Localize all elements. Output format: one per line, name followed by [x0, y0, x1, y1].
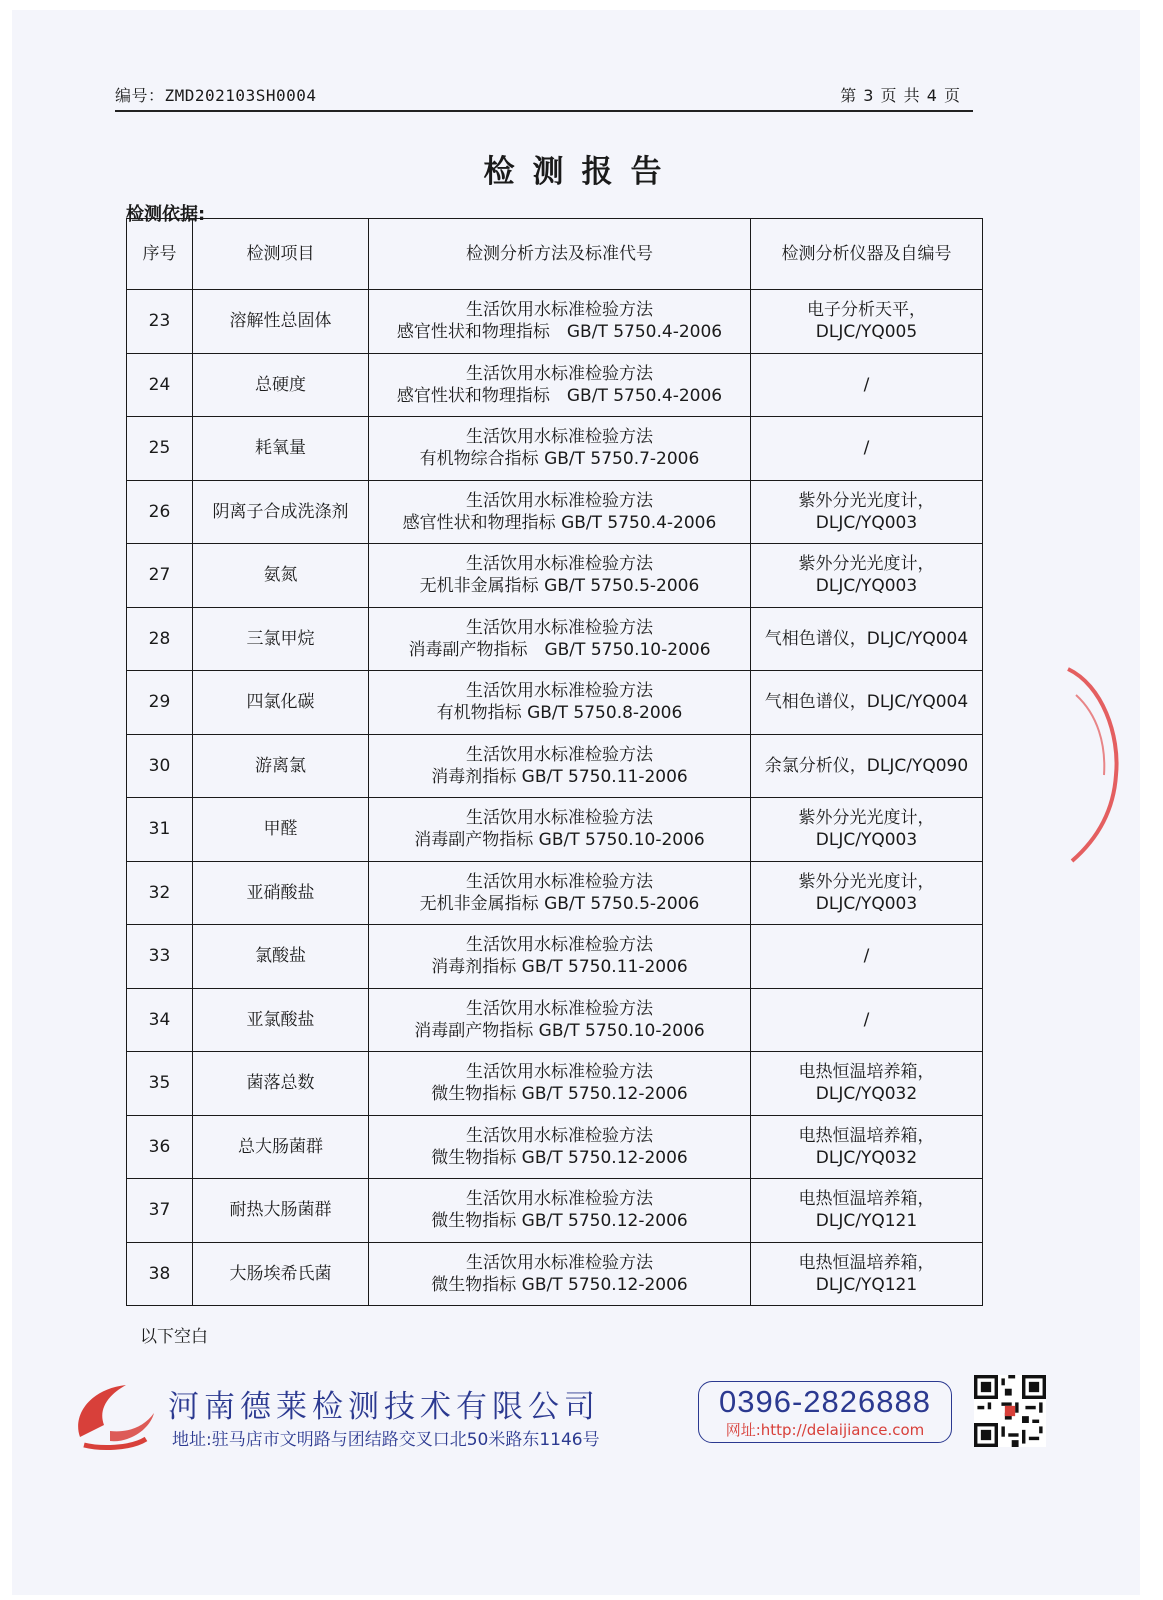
- cell-instrument: [751, 290, 983, 354]
- cell-item-line: 总硬度: [255, 374, 306, 395]
- cell-instrument-line: DLJC/YQ032: [815, 1147, 918, 1168]
- cell-item: [193, 988, 369, 1052]
- cell-item-line: 大肠埃希氏菌: [229, 1263, 332, 1284]
- cell-item-line: 耗氧量: [255, 438, 306, 459]
- cell-item: [193, 290, 369, 354]
- table-row: [127, 1052, 983, 1116]
- page-info: 第 3 页 共 4 页: [840, 86, 961, 105]
- cell-instrument-line: /: [863, 438, 870, 459]
- cell-no-line: 23: [148, 311, 171, 332]
- cell-method: [369, 1115, 751, 1179]
- cell-instrument-line: 紫外分光光度计，: [798, 490, 935, 511]
- cell-instrument-line: 紫外分光光度计，: [798, 871, 935, 892]
- cell-item-line: 氯酸盐: [255, 946, 306, 967]
- cell-item: [193, 734, 369, 798]
- cell-instrument: [751, 544, 983, 608]
- cell-no-line: 32: [148, 882, 171, 903]
- cell-method-line: 无机非金属指标 GB/T 5750.5-2006: [419, 576, 700, 597]
- cell-method-line: 生活饮用水标准检验方法: [466, 1125, 653, 1146]
- cell-method-line: 微生物指标 GB/T 5750.12-2006: [431, 1274, 688, 1295]
- cell-instrument-line: 余氯分析仪，DLJC/YQ090: [764, 755, 969, 776]
- company-address: 地址:驻马店市文明路与团结路交叉口北50米路东1146号: [172, 1430, 600, 1450]
- cell-instrument-line: 电热恒温培养箱，: [798, 1189, 935, 1210]
- cell-item: [193, 861, 369, 925]
- cell-instrument-line: DLJC/YQ003: [815, 893, 918, 914]
- cell-instrument: [751, 925, 983, 989]
- cell-method: [369, 734, 751, 798]
- cell-no: [127, 798, 193, 862]
- cell-item: [193, 925, 369, 989]
- cell-item: [193, 1179, 369, 1243]
- table-row: [127, 798, 983, 862]
- cell-instrument: [751, 1052, 983, 1116]
- cell-item: [193, 1052, 369, 1116]
- cell-method: [369, 671, 751, 735]
- cell-no: [127, 1179, 193, 1243]
- cell-no-line: 30: [148, 755, 171, 776]
- cell-method-line: 消毒副产物指标 GB/T 5750.10-2006: [414, 1020, 705, 1041]
- cell-item-line: 耐热大肠菌群: [229, 1200, 332, 1221]
- blank-below-note: 以下空白: [140, 1327, 208, 1347]
- cell-instrument-line: /: [863, 1009, 870, 1030]
- cell-no: [127, 1115, 193, 1179]
- cell-method-line: 生活饮用水标准检验方法: [466, 871, 653, 892]
- cell-no-line: 24: [148, 374, 171, 395]
- cell-method-line: 感官性状和物理指标 GB/T 5750.4-2006: [402, 512, 717, 533]
- cell-instrument: [751, 671, 983, 735]
- seal-stamp-fragment: [1062, 665, 1122, 865]
- cell-method-line: 生活饮用水标准检验方法: [466, 300, 653, 321]
- cell-method: [369, 290, 751, 354]
- cell-no: [127, 480, 193, 544]
- table-row: [127, 734, 983, 798]
- cell-method-line: 生活饮用水标准检验方法: [466, 617, 653, 638]
- cell-method-line: 生活饮用水标准检验方法: [466, 935, 653, 956]
- cell-method: [369, 544, 751, 608]
- website[interactable]: 网址:http://delaijiance.com: [725, 1421, 925, 1439]
- table-row: [127, 417, 983, 481]
- contact-box: [698, 1381, 952, 1443]
- cell-method-line: 生活饮用水标准检验方法: [466, 998, 653, 1019]
- cell-no-line: 27: [148, 565, 171, 586]
- cell-method-line: 感官性状和物理指标 GB/T 5750.4-2006: [396, 322, 723, 343]
- cell-no-line: 28: [148, 628, 171, 649]
- column-header-instrument: 检测分析仪器及自编号: [751, 219, 983, 290]
- cell-no: [127, 671, 193, 735]
- cell-instrument: [751, 480, 983, 544]
- cell-instrument-line: 气相色谱仪，DLJC/YQ004: [764, 692, 969, 713]
- cell-instrument-line: DLJC/YQ005: [815, 322, 918, 343]
- cell-no-line: 33: [148, 946, 171, 967]
- cell-item-line: 甲醛: [263, 819, 298, 840]
- table-row: [127, 480, 983, 544]
- cell-instrument-line: 电热恒温培养箱，: [798, 1252, 935, 1273]
- cell-item-line: 菌落总数: [246, 1073, 315, 1094]
- cell-method: [369, 925, 751, 989]
- cell-method: [369, 480, 751, 544]
- table-row: [127, 544, 983, 608]
- cell-instrument: [751, 798, 983, 862]
- cell-method-line: 生活饮用水标准检验方法: [466, 808, 653, 829]
- cell-method: [369, 988, 751, 1052]
- cell-item: [193, 417, 369, 481]
- cell-instrument-line: 紫外分光光度计，: [798, 554, 935, 575]
- cell-no: [127, 861, 193, 925]
- cell-item: [193, 1115, 369, 1179]
- report-header: [115, 82, 973, 112]
- cell-no: [127, 988, 193, 1052]
- cell-method-line: 生活饮用水标准检验方法: [466, 681, 653, 702]
- cell-item: [193, 671, 369, 735]
- cell-method: [369, 861, 751, 925]
- cell-method-line: 生活饮用水标准检验方法: [466, 427, 653, 448]
- cell-item-line: 氨氮: [263, 565, 298, 586]
- cell-method-line: 生活饮用水标准检验方法: [466, 1189, 653, 1210]
- cell-method-line: 有机物综合指标 GB/T 5750.7-2006: [419, 449, 700, 470]
- qr-code-icon: [974, 1375, 1046, 1447]
- cell-instrument-line: /: [863, 946, 870, 967]
- cell-method-line: 微生物指标 GB/T 5750.12-2006: [431, 1147, 688, 1168]
- cell-method-line: 有机物指标 GB/T 5750.8-2006: [436, 703, 683, 724]
- cell-item-line: 亚氯酸盐: [246, 1009, 315, 1030]
- cell-no: [127, 607, 193, 671]
- cell-item: [193, 353, 369, 417]
- cell-no: [127, 1052, 193, 1116]
- cell-no: [127, 353, 193, 417]
- table-row: [127, 353, 983, 417]
- phone-number: 0396-2826888: [719, 1384, 931, 1419]
- table-row: [127, 607, 983, 671]
- cell-no: [127, 734, 193, 798]
- cell-method: [369, 1179, 751, 1243]
- table-row: [127, 1115, 983, 1179]
- cell-item-line: 三氯甲烷: [246, 628, 315, 649]
- cell-instrument-line: DLJC/YQ003: [815, 830, 918, 851]
- cell-method-line: 消毒剂指标 GB/T 5750.11-2006: [431, 766, 688, 787]
- cell-method: [369, 1052, 751, 1116]
- cell-instrument-line: 电热恒温培养箱，: [798, 1062, 935, 1083]
- cell-item-line: 游离氯: [255, 755, 306, 776]
- cell-item-line: 总大肠菌群: [238, 1136, 323, 1157]
- test-basis-table: [126, 218, 983, 1306]
- basis-label: 检测依据:: [126, 204, 206, 225]
- cell-method-line: 微生物指标 GB/T 5750.12-2006: [431, 1084, 688, 1105]
- cell-no: [127, 544, 193, 608]
- cell-instrument-line: 电热恒温培养箱，: [798, 1125, 935, 1146]
- column-header-method: 检测分析方法及标准代号: [369, 219, 751, 290]
- cell-item: [193, 607, 369, 671]
- cell-instrument: [751, 734, 983, 798]
- cell-method-line: 生活饮用水标准检验方法: [466, 1252, 653, 1273]
- column-header-no: 序号: [127, 219, 193, 290]
- cell-no-line: 38: [148, 1263, 171, 1284]
- cell-method-line: 无机非金属指标 GB/T 5750.5-2006: [419, 893, 700, 914]
- cell-no-line: 31: [148, 819, 171, 840]
- cell-item: [193, 480, 369, 544]
- cell-no-line: 36: [148, 1136, 171, 1157]
- table-row: [127, 290, 983, 354]
- cell-method-line: 生活饮用水标准检验方法: [466, 363, 653, 384]
- table-row: [127, 988, 983, 1052]
- cell-item-line: 溶解性总固体: [229, 311, 332, 332]
- cell-instrument: [751, 607, 983, 671]
- cell-no-line: 34: [148, 1009, 171, 1030]
- cell-instrument-line: DLJC/YQ003: [815, 576, 918, 597]
- table-row: [127, 861, 983, 925]
- cell-instrument: [751, 1179, 983, 1243]
- cell-method: [369, 798, 751, 862]
- cell-instrument: [751, 417, 983, 481]
- report-number: 编号：ZMD202103SH0004: [115, 86, 317, 105]
- cell-instrument-line: DLJC/YQ032: [815, 1084, 918, 1105]
- cell-item-line: 亚硝酸盐: [246, 882, 315, 903]
- cell-item-line: 四氯化碳: [246, 692, 315, 713]
- cell-instrument: [751, 353, 983, 417]
- cell-method-line: 消毒剂指标 GB/T 5750.11-2006: [431, 957, 688, 978]
- cell-no: [127, 290, 193, 354]
- cell-item: [193, 544, 369, 608]
- table-header-row: [127, 219, 983, 290]
- cell-method-line: 消毒副产物指标 GB/T 5750.10-2006: [414, 830, 705, 851]
- cell-item: [193, 1242, 369, 1306]
- cell-no-line: 29: [148, 692, 171, 713]
- cell-instrument: [751, 1115, 983, 1179]
- cell-item: [193, 798, 369, 862]
- cell-method-line: 生活饮用水标准检验方法: [466, 1062, 653, 1083]
- cell-no: [127, 925, 193, 989]
- cell-instrument: [751, 861, 983, 925]
- cell-instrument-line: DLJC/YQ121: [815, 1274, 918, 1295]
- table-row: [127, 1179, 983, 1243]
- cell-method-line: 生活饮用水标准检验方法: [466, 554, 653, 575]
- cell-no-line: 25: [148, 438, 171, 459]
- cell-no: [127, 1242, 193, 1306]
- cell-method-line: 生活饮用水标准检验方法: [466, 490, 653, 511]
- cell-method-line: 生活饮用水标准检验方法: [466, 744, 653, 765]
- cell-method-line: 感官性状和物理指标 GB/T 5750.4-2006: [396, 385, 723, 406]
- cell-method-line: 消毒副产物指标 GB/T 5750.10-2006: [408, 639, 711, 660]
- cell-no-line: 37: [148, 1200, 171, 1221]
- table-row: [127, 925, 983, 989]
- report-title: 检测报告: [483, 154, 680, 190]
- cell-method: [369, 1242, 751, 1306]
- cell-instrument-line: 气相色谱仪，DLJC/YQ004: [764, 628, 969, 649]
- cell-method: [369, 353, 751, 417]
- cell-instrument-line: DLJC/YQ121: [815, 1211, 918, 1232]
- cell-no: [127, 417, 193, 481]
- cell-instrument: [751, 1242, 983, 1306]
- cell-method: [369, 417, 751, 481]
- company-name: 河南德莱检测技术有限公司: [168, 1389, 600, 1425]
- column-header-item: 检测项目: [193, 219, 369, 290]
- company-logo: [70, 1379, 156, 1451]
- cell-instrument-line: /: [863, 374, 870, 395]
- cell-instrument-line: 电子分析天平，: [807, 300, 926, 321]
- cell-item-line: 阴离子合成洗涤剂: [212, 501, 349, 522]
- table-row: [127, 1242, 983, 1306]
- cell-instrument-line: 紫外分光光度计，: [798, 808, 935, 829]
- cell-method: [369, 607, 751, 671]
- footer: [70, 1373, 1060, 1453]
- cell-no-line: 35: [148, 1073, 171, 1094]
- cell-method-line: 微生物指标 GB/T 5750.12-2006: [431, 1211, 688, 1232]
- table-row: [127, 671, 983, 735]
- cell-instrument-line: DLJC/YQ003: [815, 512, 918, 533]
- cell-no-line: 26: [148, 501, 171, 522]
- cell-instrument: [751, 988, 983, 1052]
